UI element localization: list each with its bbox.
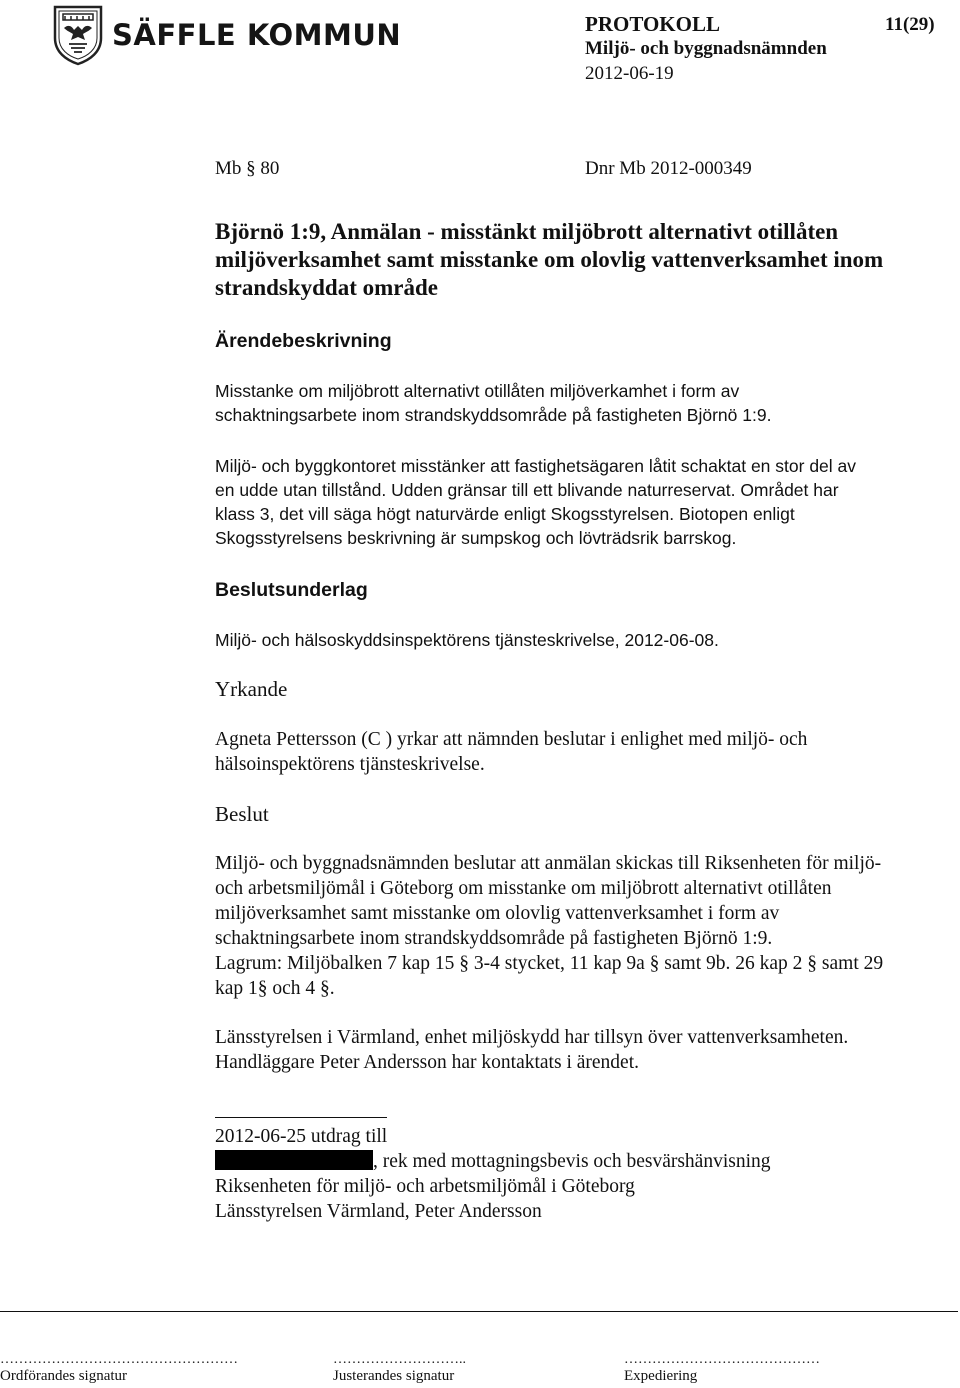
text-line: Miljö- och byggkontoret misstänker att fastighetsägaren låtit schaktat en stor del av bbox=[215, 456, 857, 476]
committee-name: Miljö- och byggnadsnämnden bbox=[585, 38, 827, 59]
arendebeskrivning-paragraph-1 bbox=[215, 379, 945, 427]
text-line: Miljö- och byggnadsnämnden beslutar att anmälan skickas till Riksenheten för miljö- bbox=[215, 853, 882, 874]
text-line: Misstanke om miljöbrott alternativt otillåten miljöverkamhet i form av bbox=[215, 381, 740, 401]
arendebeskrivning-paragraph-2 bbox=[215, 454, 945, 550]
footer-rule bbox=[0, 1311, 958, 1312]
text-line: schaktningsarbete inom strandskyddsområde på fastigheten Björnö 1:9. bbox=[215, 405, 772, 425]
yrkande-paragraph bbox=[215, 727, 955, 777]
case-title-line: strandskyddat område bbox=[215, 275, 439, 300]
text-line: Länsstyrelsen i Värmland, enhet miljöskydd har tillsyn över vattenverksamheten. bbox=[215, 1027, 849, 1048]
dispatch-block bbox=[215, 1124, 955, 1224]
page-number: 11(29) bbox=[885, 14, 935, 35]
chair-signature-dots: …………………………………………… bbox=[0, 1352, 238, 1367]
diary-number: Dnr Mb 2012-000349 bbox=[585, 158, 752, 179]
text-line: schaktningsarbete inom strandskyddsområde på fastigheten Björnö 1:9. bbox=[215, 928, 773, 949]
text-line: en udde utan tillstånd. Udden gränsar till ett blivande naturreservat. Området har bbox=[215, 480, 839, 500]
case-number: Mb § 80 bbox=[215, 158, 280, 179]
dispatch-signature-dots: …………………………………… bbox=[624, 1352, 820, 1367]
redacted-name bbox=[215, 1150, 373, 1170]
dispatch-recipient-line bbox=[215, 1149, 955, 1174]
dispatch-date-line: 2012-06-25 utdrag till bbox=[215, 1126, 388, 1147]
case-title-line: miljöverksamhet samt misstanke om olovlig vattenverksamhet inom bbox=[215, 247, 884, 272]
beslut-extra-paragraph bbox=[215, 1025, 955, 1075]
text-line: hälsoinspektörens tjänsteskrivelse. bbox=[215, 754, 485, 775]
text-line: Agneta Pettersson (C ) yrkar att nämnden beslutar i enlighet med miljö- och bbox=[215, 729, 808, 750]
dispatch-rule bbox=[215, 1117, 387, 1118]
case-title-line: Björnö 1:9, Anmälan - misstänkt miljöbrott alternativt otillåten bbox=[215, 219, 839, 244]
doc-type: PROTOKOLL bbox=[585, 12, 720, 36]
dispatch-recipient-line: Länsstyrelsen Värmland, Peter Andersson bbox=[215, 1201, 542, 1222]
beslutsunderlag-text: Miljö- och hälsoskyddsinspektörens tjänsteskrivelse, 2012-06-08. bbox=[215, 630, 719, 650]
section-heading-yrkande: Yrkande bbox=[215, 677, 288, 701]
dispatch-signature-label: Expediering bbox=[624, 1368, 698, 1384]
text-line: Handläggare Peter Andersson har kontaktats i ärendet. bbox=[215, 1052, 639, 1073]
section-heading-beslut: Beslut bbox=[215, 802, 269, 826]
case-title bbox=[215, 218, 955, 302]
text-line: miljöverksamhet samt misstanke om olovlig vattenverksamhet i form av bbox=[215, 903, 780, 924]
logo-text: SÄFFLE KOMMUN bbox=[112, 18, 402, 52]
adjuster-signature-label: Justerandes signatur bbox=[333, 1368, 455, 1384]
text-line: klass 3, det vill säga högt naturvärde enligt Skogsstyrelsen. Biotopen enligt bbox=[215, 504, 795, 524]
section-heading-arendebeskrivning: Ärendebeskrivning bbox=[215, 330, 392, 352]
chair-signature-label: Ordförandes signatur bbox=[0, 1368, 128, 1384]
text-line: Lagrum: Miljöbalken 7 kap 15 § 3-4 stycket, 11 kap 9a § samt 9b. 26 kap 2 § samt 29 bbox=[215, 953, 884, 974]
meeting-date: 2012-06-19 bbox=[585, 63, 674, 84]
dispatch-recipient-suffix: , rek med mottagningsbevis och besvärshänvisning bbox=[373, 1151, 771, 1172]
section-heading-beslutsunderlag: Beslutsunderlag bbox=[215, 579, 368, 601]
text-line: kap 1§ och 4 §. bbox=[215, 978, 335, 999]
adjuster-signature-dots: ……………………….. bbox=[333, 1352, 466, 1367]
text-line: och arbetsmiljömål i Göteborg om misstanke om miljöbrott alternativt otillåten bbox=[215, 878, 832, 899]
municipality-logo bbox=[52, 4, 402, 66]
text-line: Skogsstyrelsens beskrivning är sumpskog och lövträdsrik barrskog. bbox=[215, 528, 737, 548]
dispatch-recipient-line: Riksenheten för miljö- och arbetsmiljömål i Göteborg bbox=[215, 1176, 635, 1197]
beslut-paragraph bbox=[215, 851, 955, 1001]
coat-of-arms-icon bbox=[52, 4, 104, 66]
